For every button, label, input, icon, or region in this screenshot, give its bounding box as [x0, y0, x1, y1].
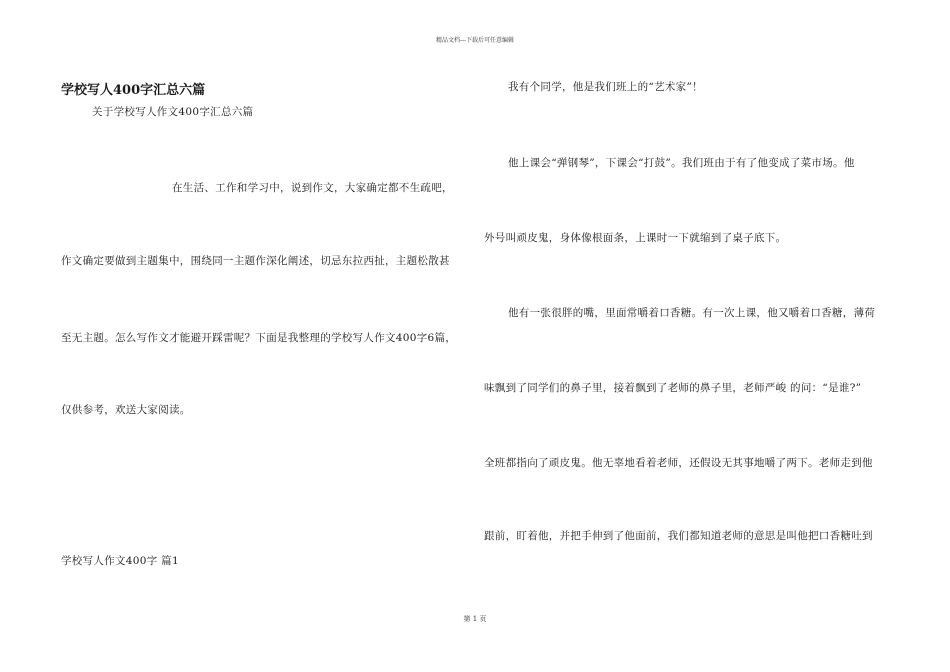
- paragraph-line: 作文确定要做到主题集中，围绕同一主题作深化阐述，切忌东拉西扯，主题松散甚: [61, 255, 450, 267]
- paragraph-line: 至无主题。怎么写作文才能避开踩雷呢？下面是我整理的学校写人作文400字6篇，: [61, 332, 457, 344]
- paragraph-line: 味飘到了同学们的鼻子里，接着飘到了老师的鼻子里，老师严峻 的问：“是谁?”: [484, 382, 862, 394]
- paragraph-line: 我有个同学，他是我们班上的“艺术家”！: [508, 81, 703, 93]
- document-subtitle: 关于学校写人作文400字汇总六篇: [92, 106, 254, 118]
- paragraph-line: 外号叫顽皮鬼，身体像根面条，上课时一下就缩到了桌子底下。: [484, 232, 787, 244]
- page-number: 第 1 页: [463, 615, 487, 623]
- paragraph-line: 他有一张很胖的嘴，里面常嚼着口香糖。有一次上课，他又嚼着口香糖，薄荷: [508, 307, 876, 319]
- document-title: 学校写人400字汇总六篇: [61, 83, 206, 98]
- paragraph-line: 全班都指向了顽皮鬼。他无辜地看着老师，还假设无其事地嚼了两下。老师走到他: [484, 457, 873, 469]
- paragraph-line: 在生活、工作和学习中，说到作文，大家确定都不生疏吧，: [172, 182, 453, 194]
- paragraph-line: 跟前，盯着他，并把手伸到了他面前，我们都知道老师的意思是叫他把口香糖吐到: [484, 530, 873, 542]
- page-header: 精品文档---下载后可任意编辑: [435, 37, 515, 44]
- section-heading: 学校写人作文400字 篇1: [61, 555, 179, 567]
- paragraph-line: 仅供参考，欢送大家阅读。: [61, 404, 191, 416]
- paragraph-line: 他上课会“弹钢琴”，下课会“打鼓”。我们班由于有了他变成了菜市场。他: [508, 157, 855, 169]
